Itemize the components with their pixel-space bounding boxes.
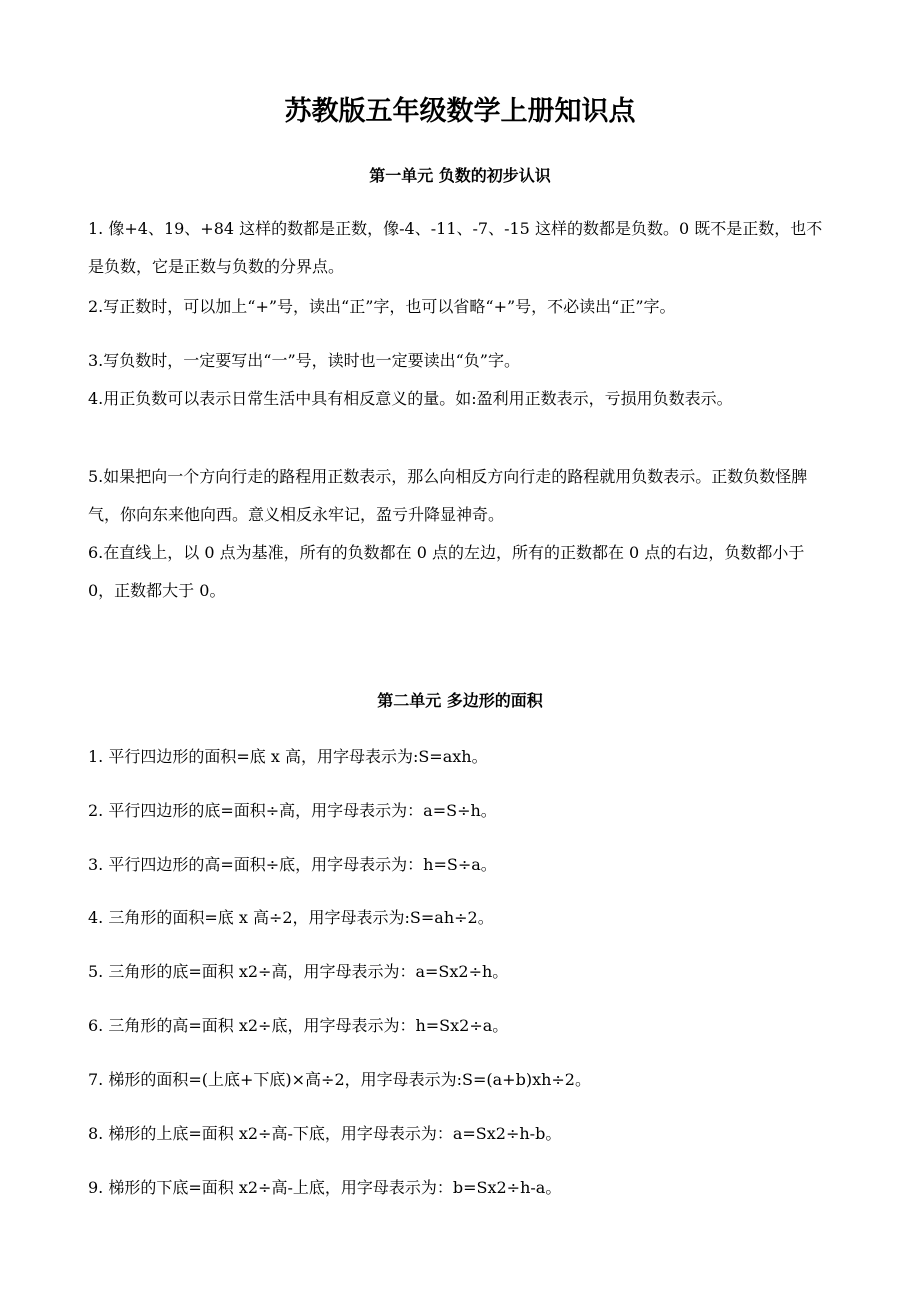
unit1-item-1: 1. 像+4、19、+84 这样的数都是正数，像-4、-11、-7、-15 这样的数都是负数。0 既不是正数，也不是负数，它是正数与负数的分界点。 xyxy=(88,219,823,276)
unit1-item-5: 5.如果把向一个方向行走的路程用正数表示，那么向相反方向行走的路程就用负数表示。正数负数怪脾气，你向东来他向西。意义相反永牢记，盈亏升降显神奇。 xyxy=(88,467,808,524)
unit2-item-2: 2. 平行四边形的底=面积÷高，用字母表示为：a=S÷h。 xyxy=(88,801,497,820)
unit2-heading: 第二单元 多边形的面积 xyxy=(377,691,543,710)
unit2-item-7: 7. 梯形的面积=(上底+下底)×高÷2，用字母表示为:S=(a+b)xh÷2。 xyxy=(88,1070,591,1089)
unit1-item-6: 6.在直线上，以 0 点为基准，所有的负数都在 0 点的左边，所有的正数都在 0 点的右边，负数都小于 0，正数都大于 0。 xyxy=(88,543,805,600)
unit2-item-1: 1. 平行四边形的面积=底 x 高，用字母表示为:S=axh。 xyxy=(88,747,488,766)
unit1-item-3: 3.写负数时，一定要写出“一”号，读时也一定要读出“负”字。 xyxy=(88,351,520,370)
unit1-heading: 第一单元 负数的初步认识 xyxy=(369,166,551,185)
unit1-item-2: 2.写正数时，可以加上“+”号，读出“正”字，也可以省略“+”号，不必读出“正”字。 xyxy=(88,297,676,316)
unit2-item-9: 9. 梯形的下底=面积 x2÷高-上底，用字母表示为：b=Sx2÷h-a。 xyxy=(88,1178,562,1197)
unit2-item-3: 3. 平行四边形的高=面积÷底，用字母表示为：h=S÷a。 xyxy=(88,855,497,874)
unit2-item-5: 5. 三角形的底=面积 x2÷高，用字母表示为：a=Sx2÷h。 xyxy=(88,962,509,981)
unit2-item-6: 6. 三角形的高=面积 x2÷底，用字母表示为：h=Sx2÷a。 xyxy=(88,1016,509,1035)
unit2-item-8: 8. 梯形的上底=面积 x2÷高-下底，用字母表示为：a=Sx2÷h-b。 xyxy=(88,1124,562,1143)
unit1-item-4: 4.用正负数可以表示日常生活中具有相反意义的量。如:盈利用正数表示，亏损用负数表示。 xyxy=(88,389,733,408)
document-title: 苏教版五年级数学上册知识点 xyxy=(284,96,636,127)
unit2-item-4: 4. 三角形的面积=底 x 高÷2，用字母表示为:S=ah÷2。 xyxy=(88,908,494,927)
